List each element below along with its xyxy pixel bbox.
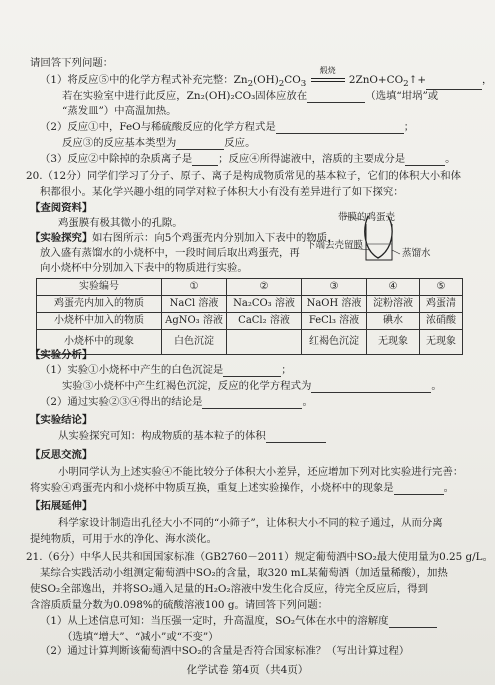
table-header-cell: ⑤ bbox=[420, 279, 463, 296]
q3-line bbox=[40, 153, 456, 166]
reference-text: 鸡蛋膜有极其微小的孔隙。 bbox=[58, 217, 183, 229]
table-cell: 小烧杯中的现象 bbox=[37, 330, 162, 355]
heading-extension: 【拓展延伸】 bbox=[30, 500, 93, 512]
q2-text3: 反应。 bbox=[224, 137, 256, 149]
label-egg-shell: 带膜的鸡蛋壳 bbox=[338, 212, 396, 223]
q1-line3: “蒸发皿”）中高温加热。 bbox=[62, 105, 177, 117]
heading-experiment: 【实验探究】 bbox=[30, 232, 93, 244]
heading-conclusion: 【实验结论】 bbox=[30, 414, 93, 426]
table-cell: 碘水 bbox=[367, 313, 420, 330]
experiment-line2: 放入盛有蒸馏水的小烧杯中，一段时间后取出鸡蛋壳，再 bbox=[40, 247, 300, 259]
analysis-text3: （2）通过实验②③④得出的结论是 bbox=[40, 396, 203, 408]
analysis-line1 bbox=[40, 364, 292, 377]
extension-line2: 提纯物质，可用于水的净化、海水淡化。 bbox=[30, 533, 218, 545]
table-header-cell: ③ bbox=[302, 279, 367, 296]
analysis-period: 。 bbox=[431, 380, 442, 392]
table-cell: Na₂CO₃ 溶液 bbox=[227, 296, 302, 313]
q1-equation-line: （1）将反应⑤中的化学方程式补充完整：$Zn_2(OH)_2CO_3$ 煅烧 $2ZnO+CO_2↑+$ ， bbox=[40, 66, 493, 90]
q1-formula-part: (OH) bbox=[253, 74, 279, 86]
table-cell: 鸡蛋壳内加入的物质 bbox=[37, 296, 162, 313]
q3-text: （3）反应②中除掉的杂质离子是 bbox=[40, 153, 193, 165]
experiment-line3: 向小烧杯中分别加入下表中的物质进行实验。 bbox=[40, 262, 248, 274]
answer-blank[interactable] bbox=[405, 154, 445, 166]
q20-line1: 20.（12分）同学们学习了分子、原子、离子是构成物质常见的基本粒子，它们的体积大小和体 bbox=[26, 170, 461, 182]
q1-text2: 若在实验室中进行此反应，Zn₂(OH)₂CO₃固体应放在 bbox=[62, 90, 308, 102]
q21-line1: 21.（6分）中华人民共和国国家标准（GB2760－2011）规定葡萄酒中SO₂最大使用量为0.25 g/L。 bbox=[26, 551, 493, 563]
q1-product2: ↑+ bbox=[408, 74, 427, 86]
table-cell[interactable] bbox=[227, 330, 302, 355]
analysis-line2 bbox=[62, 380, 442, 393]
reflection-line2 bbox=[30, 482, 454, 495]
table-row bbox=[37, 313, 463, 330]
page-footer: 化学试卷 第4页（共4页） bbox=[186, 664, 309, 676]
q1-text: （1）将反应⑤中的化学方程式补充完整：Zn bbox=[40, 74, 248, 86]
table-header-cell: 实验编号 bbox=[37, 279, 162, 296]
q21-line4: 含溶质质量分数为0.098%的硫酸溶液100 g。请回答下列问题： bbox=[30, 599, 328, 611]
table-cell: CaCl₂ 溶液 bbox=[227, 313, 302, 330]
q20-line2: 积都很小。某化学兴趣小组的同学对粒子体积大小有没有差异进行了如下探究： bbox=[40, 186, 404, 198]
q21-line2: 某综合实践活动小组测定葡萄酒中SO₂的含量，取320 mL某葡萄酒（加适量稀酸），加热 bbox=[40, 567, 448, 579]
table-cell: NaOH 溶液 bbox=[302, 296, 367, 313]
answer-blank[interactable] bbox=[223, 365, 281, 377]
q2-line2 bbox=[62, 137, 255, 150]
answer-blank[interactable] bbox=[192, 154, 218, 166]
q2-semicolon: ； bbox=[403, 121, 415, 133]
heading-reflection: 【反思交流】 bbox=[30, 449, 93, 461]
analysis-text2: 实验③小烧杯中产生红褐色沉淀，反应的化学方程式为 bbox=[62, 380, 312, 392]
heading-reference: 【查阅资料】 bbox=[30, 202, 93, 214]
analysis-semicolon: ； bbox=[281, 364, 292, 376]
q2-text2: 反应③的反应基本类型为 bbox=[62, 137, 177, 149]
answer-blank[interactable] bbox=[311, 381, 431, 393]
q21-line6: （选填“增大”、“减小”或“不变”） bbox=[62, 631, 219, 643]
answer-blank[interactable] bbox=[307, 91, 365, 103]
q21-line3: 使SO₂全部逸出，并将SO₂通入足量的H₂O₂溶液中发生化合反应，待完全反应后，得到 bbox=[30, 583, 429, 595]
intro-line: 请回答下列问题： bbox=[30, 57, 114, 69]
table-cell: 红褐色沉淀 bbox=[302, 330, 367, 355]
answer-blank[interactable] bbox=[202, 397, 302, 409]
answer-blank[interactable] bbox=[389, 616, 437, 628]
table-cell: 淀粉溶液 bbox=[367, 296, 420, 313]
q21-line5 bbox=[40, 615, 437, 628]
q21-line7: （2）通过计算判断该葡萄酒中SO₂的含量是否符合国家标准？（写出计算过程） bbox=[40, 645, 410, 657]
label-membrane-end: 下端去壳留膜 bbox=[306, 240, 364, 251]
table-cell: 鸡蛋清 bbox=[420, 296, 463, 313]
table-cell: AgNO₃ 溶液 bbox=[162, 313, 227, 330]
reflection-line1: 小明同学认为上述实验④不能比较分子体积大小差异，还应增加下列对比实验进行完善： bbox=[58, 466, 464, 478]
table-cell: FeCl₃ 溶液 bbox=[302, 313, 367, 330]
q3-period: 。 bbox=[445, 153, 456, 165]
table-cell: 无现象 bbox=[420, 330, 463, 355]
reaction-arrow bbox=[310, 66, 346, 87]
table-row bbox=[37, 296, 463, 313]
reflection-text: 将实验④鸡蛋壳内和小烧杯中物质互换，重复上述实验操作，小烧杯中的现象是 bbox=[30, 482, 394, 494]
q3-text2: ；反应④所得滤液中，溶质的主要成分是 bbox=[218, 153, 406, 165]
table-header-row bbox=[37, 279, 463, 296]
table-cell: 浓硝酸 bbox=[420, 313, 463, 330]
q1-product: 2ZnO+CO bbox=[348, 74, 404, 86]
answer-blank[interactable] bbox=[394, 483, 444, 495]
q1-text3: （选填“坩埚”或 bbox=[365, 90, 439, 102]
experiment-table bbox=[36, 278, 463, 355]
reflection-period: 。 bbox=[443, 482, 455, 494]
experiment-line1: 如右图所示：向5个鸡蛋壳内分别加入下表中的物质， bbox=[92, 232, 338, 244]
conclusion-line bbox=[58, 430, 326, 443]
conclusion-text: 从实验探究可知：构成物质的基本粒子的体积 bbox=[58, 430, 266, 442]
answer-blank[interactable] bbox=[266, 431, 326, 443]
answer-blank[interactable] bbox=[176, 138, 224, 150]
analysis-line3 bbox=[40, 396, 313, 409]
answer-blank[interactable] bbox=[426, 78, 482, 90]
q1-comma: ， bbox=[482, 74, 493, 86]
q1-formula-part2: CO bbox=[284, 74, 301, 86]
analysis-period2: 。 bbox=[302, 396, 313, 408]
q2-text: （2）反应①中，FeO与稀硫酸反应的化学方程式是 bbox=[40, 121, 276, 133]
table-cell: 无现象 bbox=[367, 330, 420, 355]
reaction-condition: 煅烧 bbox=[319, 66, 336, 75]
table-cell: 小烧杯中加入的物质 bbox=[37, 313, 162, 330]
table-cell: NaCl 溶液 bbox=[162, 296, 227, 313]
table-header-cell: ④ bbox=[367, 279, 420, 296]
q2-line bbox=[40, 121, 414, 134]
table-header-cell: ① bbox=[162, 279, 227, 296]
extension-line1: 科学家设计制造出孔径大小不同的“小筛子”，让体积大小不同的粒子通过，从而分离 bbox=[58, 517, 443, 529]
analysis-text1: （1）实验①小烧杯中产生的白色沉淀是 bbox=[40, 364, 224, 376]
table-row bbox=[37, 330, 463, 355]
answer-blank[interactable] bbox=[276, 122, 404, 134]
q1-line2 bbox=[62, 90, 438, 103]
table-cell: 白色沉淀 bbox=[162, 330, 227, 355]
label-distilled-water: 蒸馏水 bbox=[402, 248, 431, 259]
heading-analysis: 【实验分析】 bbox=[30, 349, 93, 361]
table-header-cell: ② bbox=[227, 279, 302, 296]
q21-text5: （1）从上述信息可知：当压强一定时，升高温度，SO₂气体在水中的溶解度 bbox=[40, 615, 389, 627]
